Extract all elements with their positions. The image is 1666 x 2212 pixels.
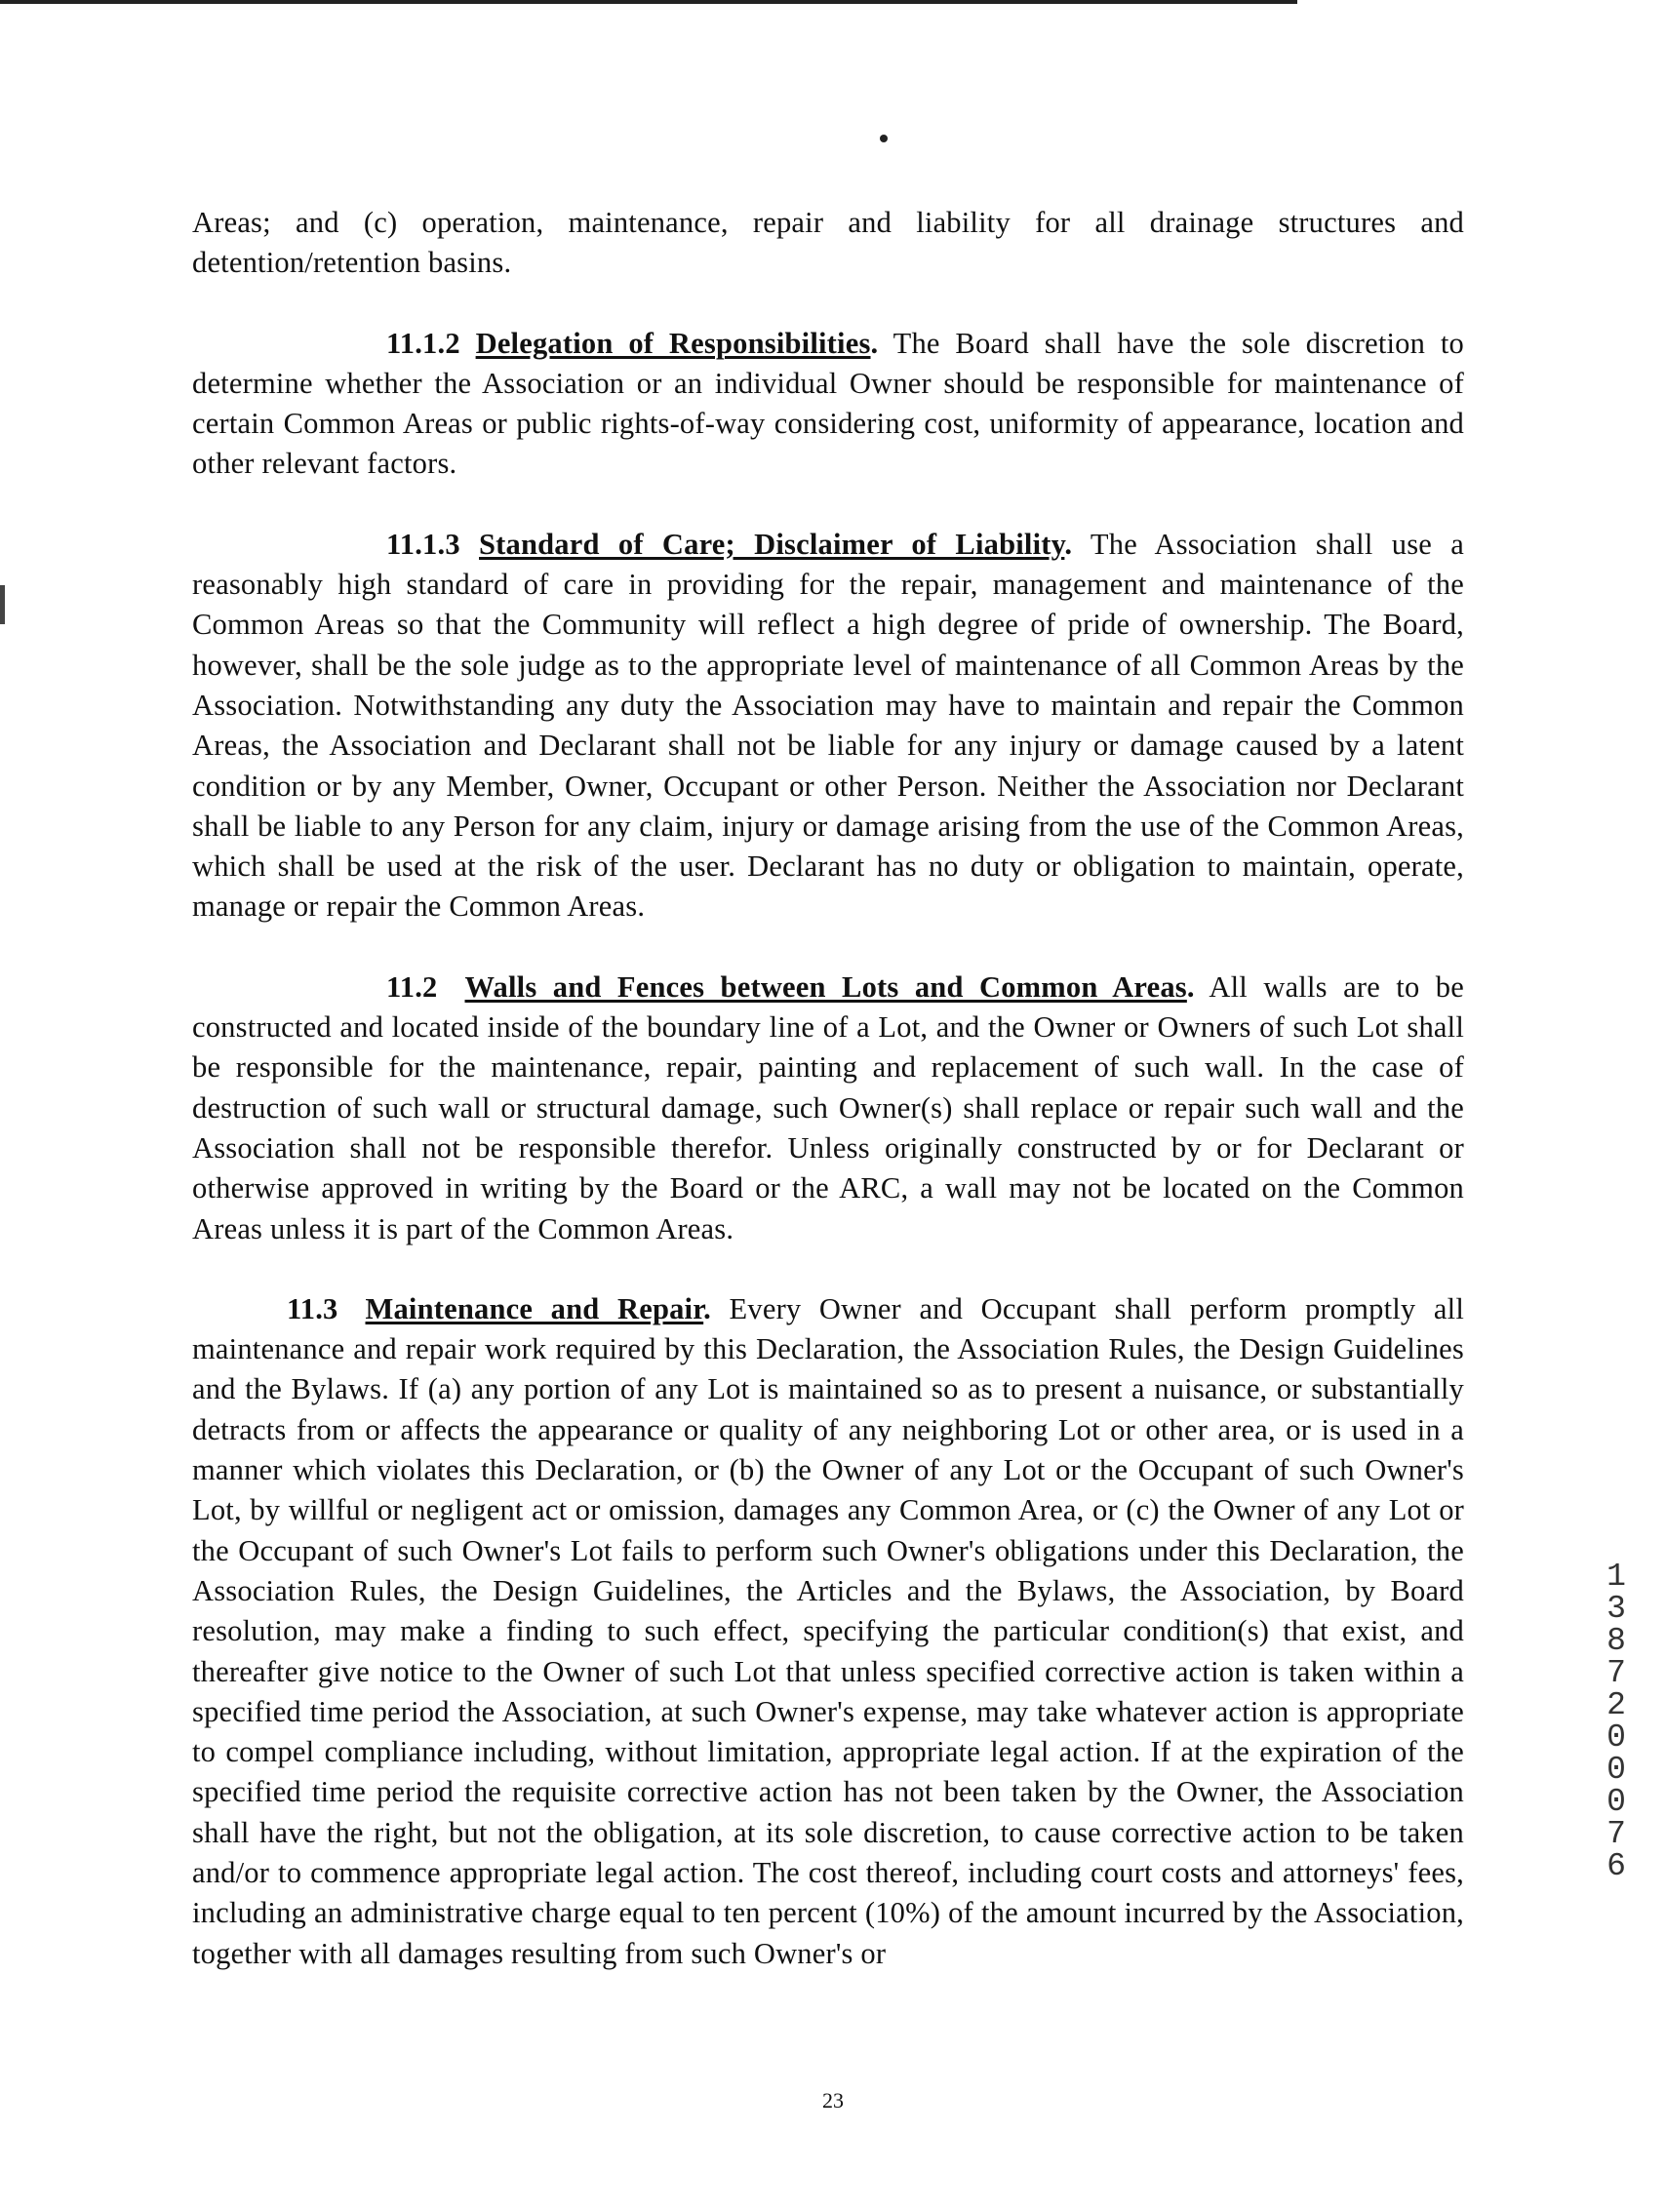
paragraph-gap xyxy=(192,928,1464,968)
heading-period: . xyxy=(703,1291,711,1325)
section-text: Every Owner and Occupant shall perform promptly all maintenance and repair work required by this Declaration, the Association Rules, the Design Guidelines and the Bylaws. If (a) any portion of any Lot is maintained so as to present a nuisance, or substantially detracts from or affects the appearance or quality of any neighboring Lot or other area, or is used in a manner which violates this Declaration, or (b) the Owner of any Lot or the Occupant of such Owner's Lot, by willful or negligent act or omission, damages any Common Area, or (c) the Owner of any Lot or the Occupant of such Owner's Lot fails to perform such Owner's obligations under this Declaration, the Association Rules, the Design Guidelines, the Articles and the Bylaws, the Association, by Board resolution, may make a finding to such effect, specifying the particular condition(s) that exist, and thereafter give notice to the Owner of such Lot that unless specified corrective action is taken within a specified time period the Association, at such Owner's expense, may take whatever action is appropriate to compel compliance including, without limitation, appropriate legal action. If at the expiration of the specified time period the requisite corrective action has not been taken by the Owner, the Association shall have the right, but not the obligation, at its sole discretion, to cause corrective action to be taken and/or to commence appropriate legal action. The cost thereof, including court costs and attorneys' fees, including an administrative charge equal to ten percent (10%) of the amount incurred by the Association, together with all damages resulting from such Owner's or xyxy=(192,1291,1465,1970)
scan-left-mark xyxy=(0,585,5,624)
section-heading: Standard of Care; Disclaimer of Liability xyxy=(479,527,1065,561)
section-11-1-2 xyxy=(192,324,1464,485)
heading-period: . xyxy=(1186,969,1195,1004)
heading-period: . xyxy=(1064,527,1073,561)
section-heading: Walls and Fences between Lots and Common Areas xyxy=(464,969,1187,1004)
section-11-3 xyxy=(192,1289,1464,1974)
paragraph-gap xyxy=(192,284,1464,324)
section-number: 11.2 xyxy=(386,969,438,1004)
section-number: 11.3 xyxy=(287,1291,338,1325)
paragraph-gap xyxy=(192,1249,1464,1289)
document-body xyxy=(192,203,1464,1974)
section-heading: Maintenance and Repair xyxy=(365,1291,704,1325)
section-number: 11.1.3 xyxy=(386,527,460,561)
scan-top-edge xyxy=(0,0,1297,4)
scan-dot-mark xyxy=(880,135,888,142)
section-number: 11.1.2 xyxy=(386,326,460,360)
section-text: All walls are to be constructed and located inside of the boundary line of a Lot, and the Owner or Owners of such Lot shall be responsible for the maintenance, repair, painting and replacement of such wall. In the case of destruction of such wall or structural damage, such Owner(s) shall replace or repair such wall and the Association shall not be responsible therefor. Unless originally constructed by or for Declarant or otherwise approved in writing by the Board or the ARC, a wall may not be located on the Common Areas unless it is part of the Common Areas. xyxy=(192,969,1464,1245)
paragraph-continuation-text: Areas; and (c) operation, maintenance, repair and liability for all drainage structures and detention/retention basins. xyxy=(192,206,1464,280)
recording-stamp: 13872 00076 xyxy=(1606,1559,1626,1884)
heading-period: . xyxy=(870,326,879,360)
section-text: The Board shall have the sole discretion to determine whether the Association or an individual Owner should be responsible for maintenance of certain Common Areas or public rights-of-way considering cost, uniformity of appearance, location and other relevant factors. xyxy=(192,326,1464,481)
section-11-1-3 xyxy=(192,525,1464,928)
paragraph-continuation xyxy=(192,203,1464,284)
section-11-2 xyxy=(192,968,1464,1249)
section-heading: Delegation of Responsibilities xyxy=(475,326,871,360)
paragraph-gap xyxy=(192,485,1464,525)
section-text: The Association shall use a reasonably high standard of care in providing for the repair, management and maintenance of the Common Areas so that the Community will reflect a high degree of pride of ownership. The Board, however, shall be the sole judge as to the appropriate level of maintenance of all Common Areas by the Association. Notwithstanding any duty the Association may have to maintain and repair the Common Areas, the Association and Declarant shall not be liable for any injury or damage caused by a latent condition or by any Member, Owner, Occupant or other Person. Neither the Association nor Declarant shall be liable to any Person for any claim, injury or damage arising from the use of the Common Areas, which shall be used at the risk of the user. Declarant has no duty or obligation to maintain, operate, manage or repair the Common Areas. xyxy=(192,527,1464,924)
page-number: 23 xyxy=(822,2088,844,2113)
